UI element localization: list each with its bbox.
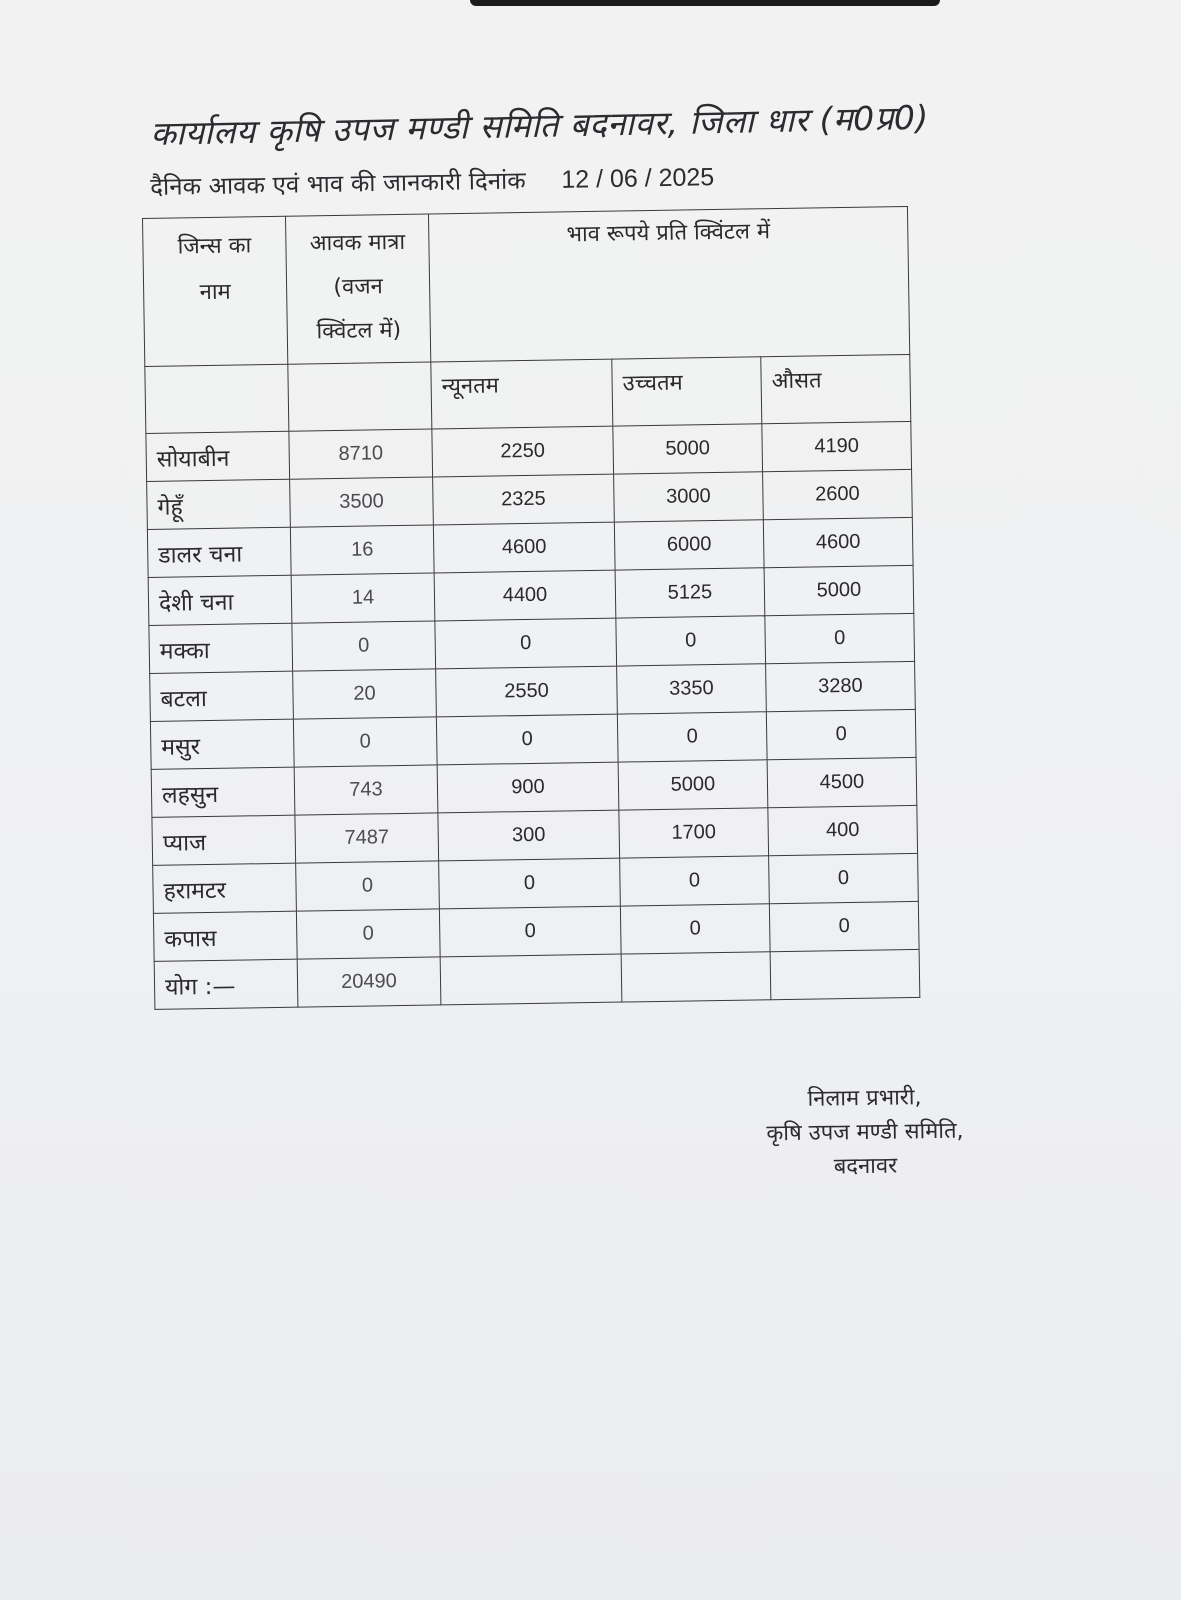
arrival-price-table bbox=[142, 206, 920, 1010]
arrival-quantity: 0 bbox=[296, 909, 440, 959]
max-price: 3000 bbox=[614, 472, 764, 522]
avg-price: 5000 bbox=[764, 565, 914, 615]
avg-price: 4500 bbox=[767, 757, 917, 807]
avg-price: 0 bbox=[765, 613, 915, 663]
avg-price: 0 bbox=[766, 709, 916, 759]
commodity-name: सोयाबीन bbox=[146, 431, 290, 481]
max-price: 1700 bbox=[619, 808, 769, 858]
commodity-name: प्याज bbox=[152, 815, 296, 865]
max-price: 5000 bbox=[618, 760, 768, 810]
total-avg-empty bbox=[770, 949, 920, 999]
arrival-quantity: 20 bbox=[293, 669, 437, 719]
total-label: योग :— bbox=[154, 959, 298, 1009]
signature-line-2: कृषि उपज मण्डी समिति, bbox=[766, 1118, 964, 1147]
header-min: न्यूनतम bbox=[431, 359, 613, 429]
table-header-row bbox=[143, 206, 910, 366]
header-avg: औसत bbox=[761, 354, 911, 423]
header-commodity-line1: जिन्स का bbox=[177, 233, 252, 260]
min-price: 0 bbox=[436, 714, 618, 765]
page-top-edge bbox=[470, 0, 940, 6]
table-body bbox=[146, 421, 919, 961]
commodity-name: डालर चना bbox=[147, 527, 291, 577]
avg-price: 4600 bbox=[763, 517, 913, 567]
min-price: 2325 bbox=[433, 474, 615, 525]
report-date: 12 / 06 / 2025 bbox=[561, 163, 715, 194]
signature-line-3: बदनावर bbox=[833, 1153, 898, 1180]
header-quantity-line2: (वजन bbox=[333, 274, 383, 301]
commodity-name: कपास bbox=[153, 911, 297, 961]
arrival-quantity: 14 bbox=[291, 573, 435, 623]
subtitle-text: दैनिक आवक एवं भाव की जानकारी दिनांक bbox=[150, 166, 526, 201]
commodity-name: हरामटर bbox=[153, 863, 297, 913]
commodity-name: मक्का bbox=[149, 623, 293, 673]
header-quantity-line3: क्विंटल में) bbox=[316, 317, 402, 345]
subheader-empty-qty bbox=[288, 362, 432, 431]
max-price: 0 bbox=[620, 904, 770, 954]
arrival-quantity: 0 bbox=[296, 861, 440, 911]
commodity-name: देशी चना bbox=[148, 575, 292, 625]
min-price: 0 bbox=[439, 906, 621, 957]
min-price: 0 bbox=[439, 858, 621, 909]
min-price: 4600 bbox=[433, 522, 615, 573]
commodity-name: मसुर bbox=[150, 719, 294, 769]
commodity-name: बटला bbox=[150, 671, 294, 721]
max-price: 5000 bbox=[613, 424, 763, 474]
header-commodity bbox=[143, 216, 288, 366]
arrival-quantity: 0 bbox=[293, 717, 437, 767]
max-price: 5125 bbox=[615, 568, 765, 618]
signature-block bbox=[714, 1080, 1015, 1186]
table-subheader-row bbox=[145, 354, 911, 433]
avg-price: 4190 bbox=[762, 421, 912, 471]
header-quantity bbox=[285, 214, 430, 364]
arrival-quantity: 0 bbox=[292, 621, 436, 671]
avg-price: 400 bbox=[768, 805, 918, 855]
total-min-empty bbox=[440, 954, 622, 1005]
avg-price: 3280 bbox=[766, 661, 916, 711]
arrival-quantity: 16 bbox=[290, 525, 434, 575]
signature-line-1: निलाम प्रभारी, bbox=[807, 1085, 922, 1112]
report-subtitle bbox=[150, 158, 850, 203]
header-quantity-line1: आवक मात्रा bbox=[309, 229, 406, 257]
min-price: 2550 bbox=[436, 666, 618, 717]
header-price: भाव रूपये प्रति क्विंटल में bbox=[428, 206, 909, 362]
max-price: 0 bbox=[616, 616, 766, 666]
total-quantity: 20490 bbox=[297, 957, 441, 1007]
min-price: 2250 bbox=[432, 426, 614, 477]
header-max: उच्चतम bbox=[612, 357, 762, 426]
header-commodity-line2: नाम bbox=[199, 279, 231, 306]
arrival-quantity: 3500 bbox=[290, 477, 434, 527]
min-price: 4400 bbox=[434, 570, 616, 621]
max-price: 0 bbox=[617, 712, 767, 762]
commodity-name: गेहूँ bbox=[147, 479, 291, 529]
max-price: 3350 bbox=[617, 664, 767, 714]
commodity-name: लहसुन bbox=[151, 767, 295, 817]
min-price: 900 bbox=[437, 762, 619, 813]
avg-price: 0 bbox=[769, 901, 919, 951]
arrival-quantity: 743 bbox=[294, 765, 438, 815]
arrival-quantity: 8710 bbox=[289, 429, 433, 479]
min-price: 0 bbox=[435, 618, 617, 669]
subheader-empty-name bbox=[145, 364, 289, 433]
office-title: कार्यालय कृषि उपज मण्डी समिति बदनावर, जिला धार (म0प्र0) bbox=[150, 97, 930, 153]
max-price: 0 bbox=[620, 856, 770, 906]
avg-price: 2600 bbox=[763, 469, 913, 519]
avg-price: 0 bbox=[769, 853, 919, 903]
arrival-quantity: 7487 bbox=[295, 813, 439, 863]
min-price: 300 bbox=[438, 810, 620, 861]
total-max-empty bbox=[621, 952, 771, 1002]
price-table-wrapper bbox=[142, 206, 920, 1010]
max-price: 6000 bbox=[614, 520, 764, 570]
